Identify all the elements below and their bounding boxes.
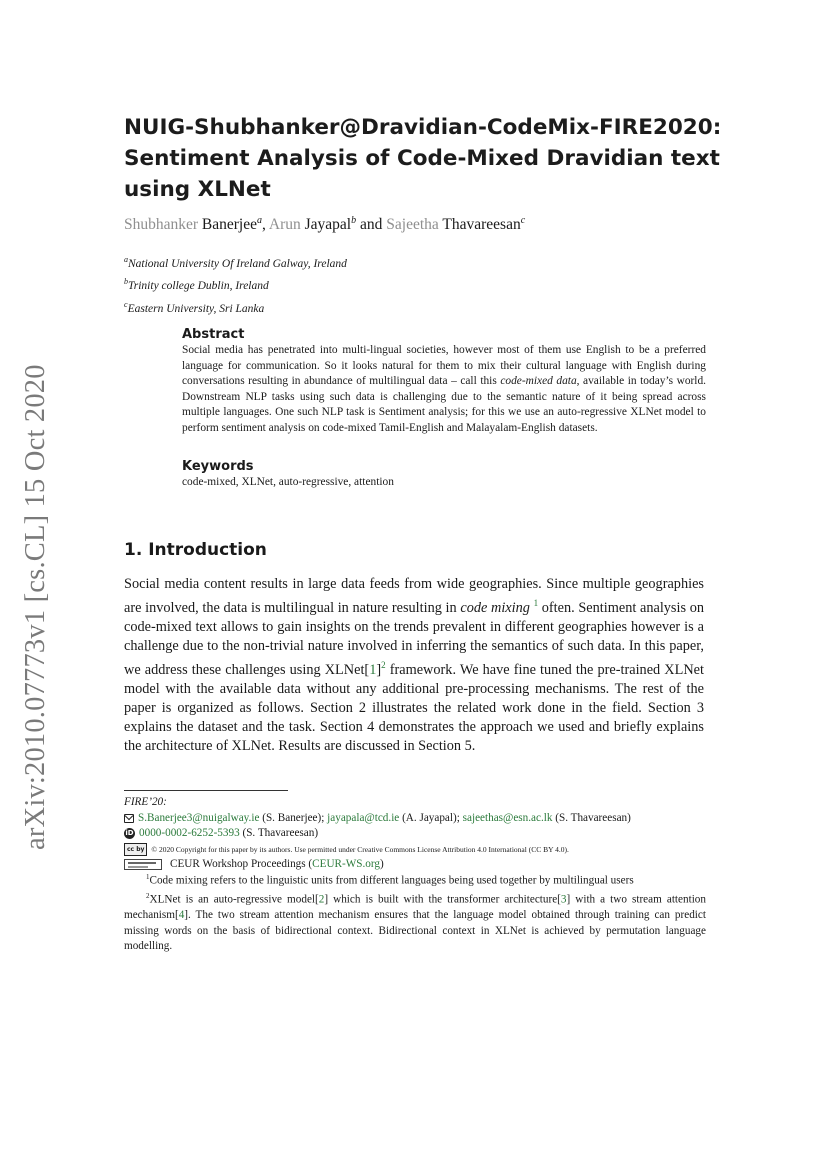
abstract-block — [182, 327, 706, 436]
affiliation-b: $^b$Trinity college Dublin, Ireland — [124, 277, 269, 293]
footnote-1: $^1$Code mixing refers to the linguistic units from different languages being used together by multilingual users — [146, 873, 634, 887]
email-link-banerjee[interactable]: S.Banerjee3@nuigalway.ie — [138, 811, 260, 824]
paper-title — [124, 112, 744, 205]
footnotes — [124, 870, 706, 955]
arxiv-identifier-stamp: arXiv:2010.07773v1 [cs.CL] 15 Oct 2020 — [20, 364, 51, 850]
affiliations — [124, 251, 347, 318]
author-list: Shubhanker Banerjee$^a$, Arun Jayapal$^b$ and Sajeetha Thavareesan$^c$ — [124, 215, 526, 234]
title-line-1: NUIG-Shubhanker@Dravidian-CodeMix-FIRE2020: — [124, 115, 722, 140]
orcid-icon: iD — [125, 829, 134, 838]
front-matter-footer — [124, 795, 706, 873]
email-link-thavareesan[interactable]: sajeethas@esn.ac.lk — [462, 811, 553, 824]
footnote-2: $^2$XLNet is an auto-regressive model[2] which is built with the transformer architecture[3] with a two stream attention mechanism[4]. The two stream attention mechanism ensures that the language model obtained through training can predict missing words on the basis of bidirectional context. Bidirectional context in XLNet is achieved by permutation language modelling. — [124, 892, 706, 953]
orcid-row: iD 0000-0002-6252-5393 (S. Thavareesan) — [125, 827, 319, 839]
abstract-heading: Abstract — [182, 327, 245, 342]
footnote-ref-1[interactable]: 1 — [533, 598, 539, 608]
author-2: Arun Jayapal$^b$ — [268, 215, 357, 234]
license-row — [124, 842, 706, 858]
keywords-block — [182, 459, 706, 488]
title-line-3: using XLNet — [124, 177, 271, 202]
email-link-jayapal[interactable]: jayapala@tcd.ie — [327, 811, 400, 824]
ceur-row: CEUR Workshop Proceedings (CEUR-WS.org) — [124, 857, 706, 873]
affiliation-a: $^a$National University Of Ireland Galway, Ireland — [124, 255, 347, 270]
conference-name: FIRE’20: — [124, 796, 167, 808]
footnote-ref-2[interactable]: 2 — [381, 659, 386, 670]
abstract-text: Social media has penetrated into multi-lingual societies, however most of them use English to be a preferred language for communication. So it looks natural for them to mix their cultural language with English during conversations resulting in abundance of multilingual data – call this code-mixed data, available in today’s world. Downstream NLP tasks using such data is challenging due to the semantic nature of it being spread across multiple languages. One such NLP task is Sentiment analysis; for this we use an auto-regressive XLNet model to perform sentiment analysis on code-mixed Tamil-English and Malayalam-English datasets. — [182, 344, 707, 434]
affiliation-c: $^c$Eastern University, Sri Lanka — [124, 299, 265, 315]
citation-link-3[interactable]: 3 — [560, 893, 567, 906]
email-row: S.Banerjee3@nuigalway.ie (S. Banerjee); jayapala@tcd.ie (A. Jayapal); sajeethas@esn.ac.lk (S. Thavareesan) — [124, 811, 706, 827]
citation-link-2[interactable]: 2 — [318, 893, 325, 906]
orcid-link[interactable]: 0000-0002-6252-5393 — [139, 827, 240, 839]
citation-link-1[interactable]: 1 — [369, 661, 377, 678]
footnote-divider — [124, 790, 288, 791]
introduction-paragraph: Social media content results in large data feeds from wide geographies. Since multiple geographies are involved, the data is multilingual in nature resulting in code mixing $^1$ often. Sentiment analysis on code-mixed text allows to gain insights on the trends prevalent in different geographies however is a challenge due to the non-trivial nature involved in inferring the semantics of such data. In this paper, we address these challenges using $XLNet[1]^2$ framework. We have fine tuned the pre-trained XLNet model with the available data without any additional pre-processing mechanisms. The rest of the paper is organized as follows. Section 2 illustrates the related work done in the field. Section 3 explains the dataset and the task. Section 4 demonstrates the approach we used and briefly explains the architecture of XLNet. Results are discussed in Section 5. — [124, 576, 704, 754]
email-icon — [124, 814, 134, 823]
ceur-ws-link[interactable]: CEUR-WS.org — [312, 858, 381, 870]
citation-link-4[interactable]: 4 — [178, 909, 185, 922]
title-line-2: Sentiment Analysis of Code-Mixed Dravidian text — [124, 146, 720, 171]
author-1: Shubhanker Banerjee$^a$ — [124, 215, 262, 234]
keywords-heading: Keywords — [182, 459, 254, 474]
keywords-text: code-mixed, XLNet, auto-regressive, attention — [182, 476, 394, 488]
author-3: Sajeetha Thavareesan$^c$ — [386, 215, 526, 234]
ceur-logo-icon — [124, 859, 162, 870]
copyright-notice: © 2020 Copyright for this paper by its authors. Use permitted under Creative Commons License Attribution 4.0 International (CC BY 4.0). — [151, 844, 569, 854]
cc-by-license-icon: cc by — [124, 843, 147, 856]
section-introduction-heading: 1. Introduction — [124, 540, 267, 560]
